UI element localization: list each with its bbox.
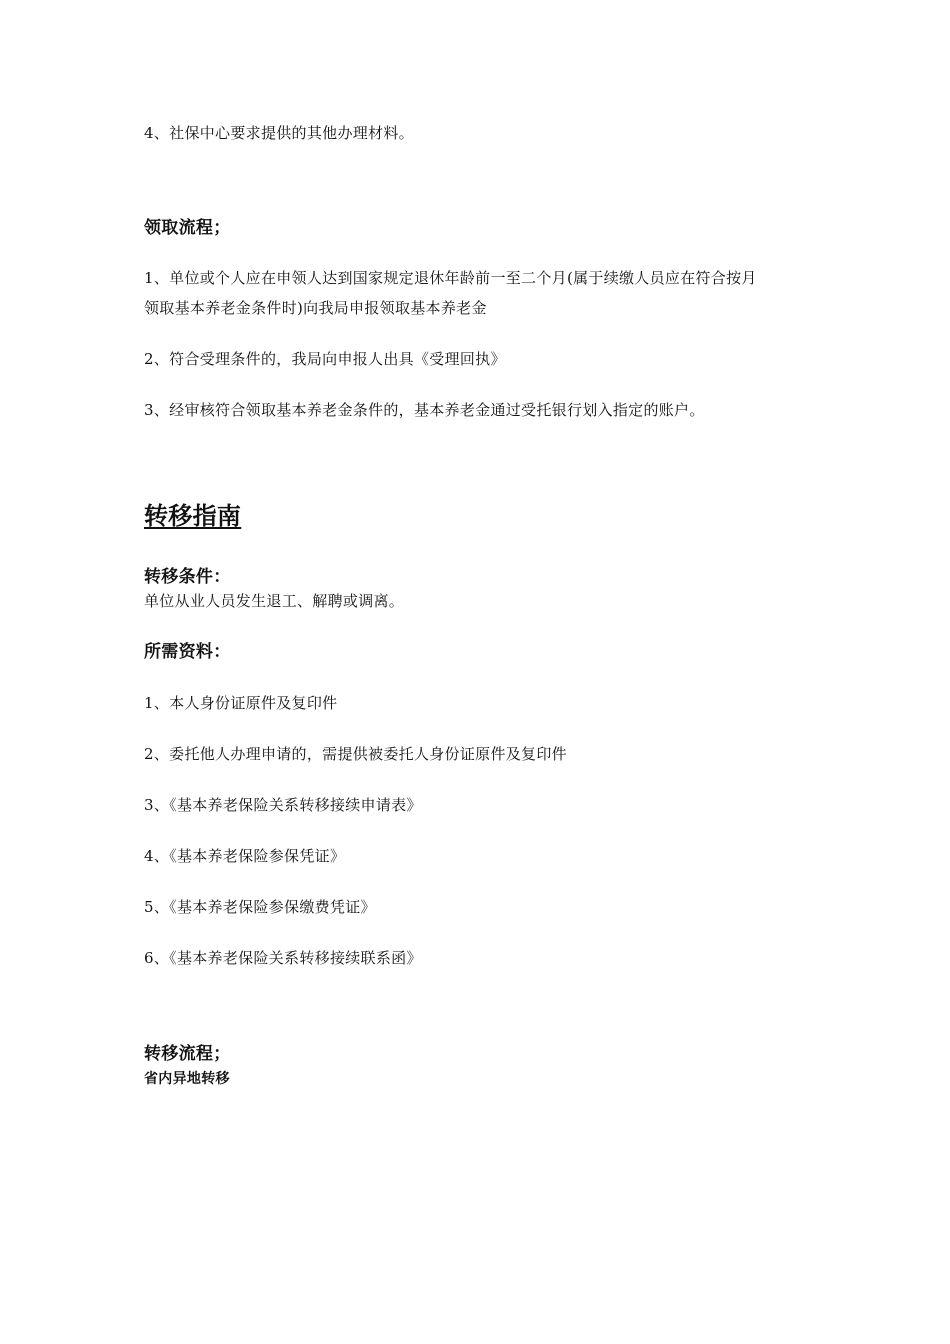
transfer-process-subheading: 省内异地转移 [144, 1071, 230, 1087]
process-step-3: 3、经审核符合领取基本养老金条件的，基本养老金通过受托银行划入指定的账户。 [144, 401, 705, 419]
collection-process-heading: 领取流程； [144, 218, 231, 238]
list-item: 1、本人身份证原件及复印件 [144, 694, 338, 712]
transfer-guide-title: 转移指南 [144, 502, 242, 530]
process-step-1-line2: 领取基本养老金条件时)向我局申报领取基本养老金 [144, 299, 487, 317]
process-step-2: 2、符合受理条件的，我局向申报人出具《受理回执》 [144, 350, 506, 368]
list-item: 3、《基本养老保险关系转移接续申请表》 [144, 796, 422, 814]
transfer-conditions-heading: 转移条件： [144, 567, 231, 587]
required-materials-heading: 所需资料： [144, 642, 231, 662]
transfer-process-heading: 转移流程； [144, 1044, 231, 1064]
list-item: 2、委托他人办理申请的，需提供被委托人身份证原件及复印件 [144, 745, 567, 763]
transfer-conditions-text: 单位从业人员发生退工、解聘或调离。 [144, 592, 405, 610]
list-item: 5、《基本养老保险参保缴费凭证》 [144, 898, 376, 916]
process-step-1-line1: 1、单位或个人应在申领人达到国家规定退休年龄前一至二个月(属于续缴人员应在符合按月 [144, 269, 757, 287]
list-item: 6、《基本养老保险关系转移接续联系函》 [144, 949, 422, 967]
material-item-4: 4、社保中心要求提供的其他办理材料。 [144, 124, 414, 142]
list-item: 4、《基本养老保险参保凭证》 [144, 847, 346, 865]
